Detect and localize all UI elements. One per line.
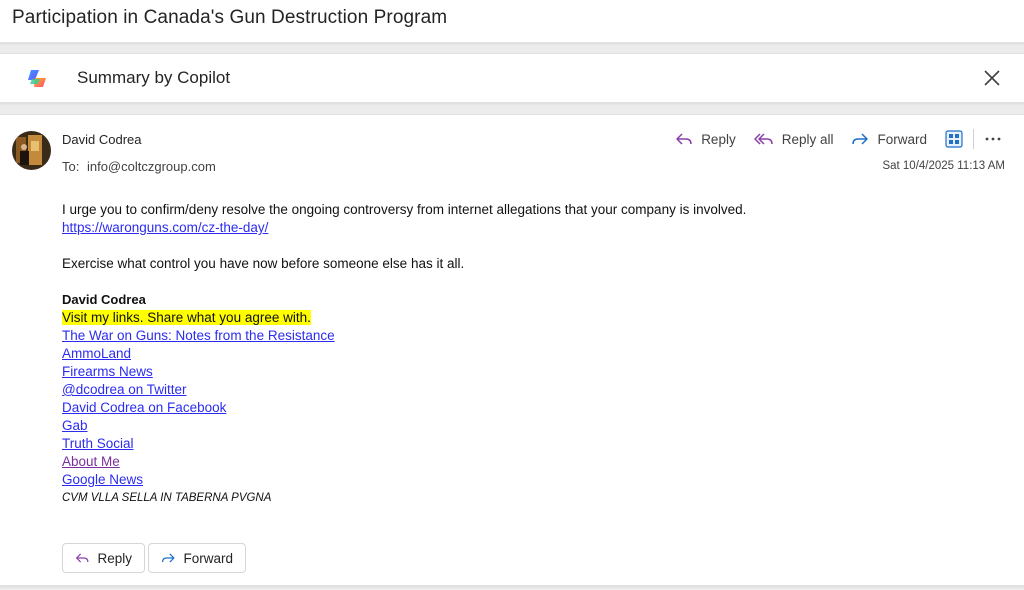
recipient-address[interactable]: info@coltczgroup.com [86,159,216,174]
signature-link-about-me[interactable]: About Me [62,454,120,469]
apps-button[interactable] [943,128,965,150]
reply-button[interactable] [675,131,736,147]
signature-link-twitter[interactable]: @dcodrea on Twitter [62,382,187,397]
copilot-summary-bar[interactable] [0,53,1024,103]
signature-link-facebook[interactable]: David Codrea on Facebook [62,400,227,415]
signature-link-ammoland[interactable]: AmmoLand [62,346,132,361]
body-line-2: Exercise what control you have now before someone else has it all. [62,256,465,271]
avatar-image [12,131,51,170]
bottom-forward-button[interactable] [148,543,246,573]
reply-icon [675,131,693,147]
message-date: Sat 10/4/2025 11:13 AM [882,160,1005,172]
bottom-reply-button[interactable] [62,543,145,573]
close-icon[interactable] [982,68,1002,88]
signature-link-war-on-guns[interactable]: The War on Guns: Notes from the Resistance [62,328,335,343]
copilot-icon [25,67,49,91]
reply-all-icon [754,131,774,147]
body-line-1: I urge you to confirm/deny resolve the ongoing controversy from internet allegations that your company is involved. [62,202,747,217]
copilot-title: Summary by Copilot [77,68,231,87]
message-body [62,201,962,507]
signature-link-firearms-news[interactable]: Firearms News [62,364,153,379]
signature-highlight: Visit my links. Share what you agree with. [62,310,311,325]
reply-all-label: Reply all [781,131,834,147]
signature-motto: CVM VLLA SELLA IN TABERNA PVGNA [62,492,272,504]
toolbar-divider [973,129,974,149]
body-link[interactable]: https://waronguns.com/cz-the-day/ [62,220,269,235]
bottom-forward-label: Forward [183,550,233,566]
signature-link-truth-social[interactable]: Truth Social [62,436,134,451]
reply-all-button[interactable] [754,131,834,147]
subject-bar [0,0,1024,43]
forward-icon [851,131,869,147]
sender-name[interactable]: David Codrea [62,132,142,147]
recipient-line [62,159,216,174]
forward-button[interactable] [851,131,927,147]
email-subject: Participation in Canada's Gun Destruction Program [12,7,448,28]
signature-name: David Codrea [62,292,146,307]
message-actions [657,127,1004,151]
email-message [0,114,1024,586]
to-label: To: [62,159,80,174]
apps-icon [945,130,963,148]
reply-icon [75,550,89,566]
signature-link-google-news[interactable]: Google News [62,472,144,487]
reply-label: Reply [701,131,736,147]
signature-link-gab[interactable]: Gab [62,418,88,433]
bottom-reply-label: Reply [97,550,132,566]
avatar[interactable] [12,131,51,170]
forward-icon [161,550,175,566]
more-actions-button[interactable] [982,128,1004,150]
forward-label: Forward [877,131,927,147]
more-icon [985,137,1001,141]
